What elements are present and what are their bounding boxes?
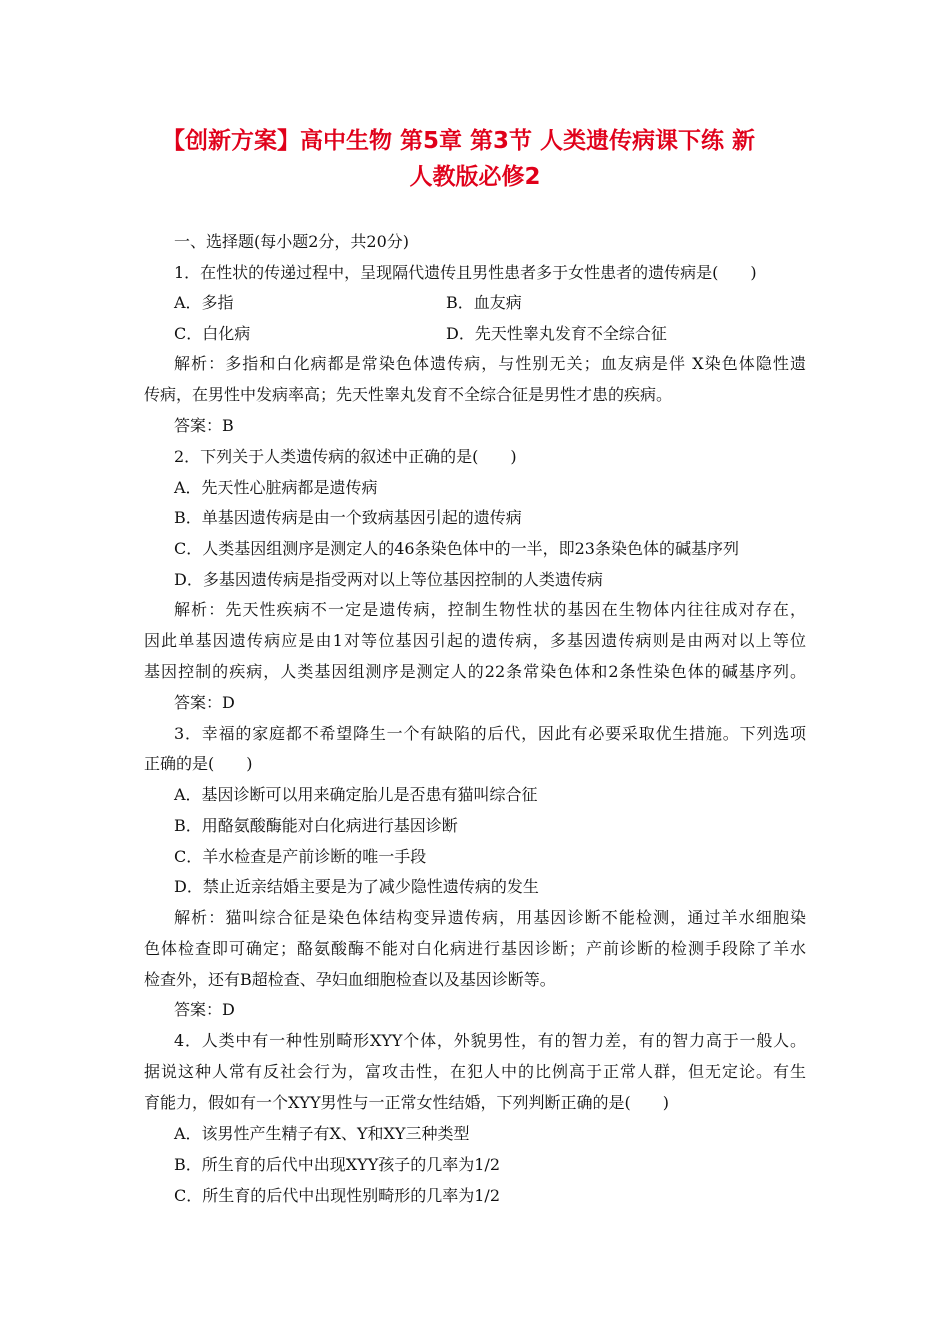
q1-stem: 1．在性状的传递过程中，呈现隔代遗传且男性患者多于女性患者的遗传病是( ) (174, 263, 757, 282)
q1-explanation-line-2: 传病，在男性中发病率高；先天性睾丸发育不全综合征是男性才患的疾病。 (144, 385, 673, 404)
q2-option-d: D．多基因遗传病是指受两对以上等位基因控制的人类遗传病 (174, 570, 603, 589)
q3-stem-line-2: 正确的是( ) (144, 754, 253, 773)
q4-stem-line-1: 4．人类中有一种性别畸形XYY个体，外貌男性，有的智力差，有的智力高于一般人。 (174, 1031, 806, 1050)
q1-option-a: A．多指 (174, 293, 234, 312)
q2-stem: 2．下列关于人类遗传病的叙述中正确的是( ) (174, 447, 517, 466)
doc-title-line-1: 【创新方案】高中生物 第5章 第3节 人类遗传病课下练 新 (162, 128, 756, 154)
q3-option-d: D．禁止近亲结婚主要是为了减少隐性遗传病的发生 (174, 877, 539, 896)
q1-option-c: C．白化病 (174, 324, 251, 343)
doc-title-line-2: 人教版必修2 (409, 164, 541, 190)
q2-option-b: B．单基因遗传病是由一个致病基因引起的遗传病 (174, 508, 522, 527)
q3-option-b: B．用酪氨酸酶能对白化病进行基因诊断 (174, 816, 458, 835)
q3-stem-line-1: 3．幸福的家庭都不希望降生一个有缺陷的后代，因此有必要采取优生措施。下列选项 (174, 724, 806, 743)
q4-option-c: C．所生育的后代中出现性别畸形的几率为1/2 (174, 1186, 500, 1205)
q2-explanation-line-1: 解析：先天性疾病不一定是遗传病，控制生物性状的基因在生物体内往往成对存在， (174, 600, 806, 619)
q3-answer: 答案：D (174, 1000, 235, 1019)
q3-explanation-line-1: 解析：猫叫综合征是染色体结构变异遗传病，用基因诊断不能检测，通过羊水细胞染 (174, 908, 806, 927)
q3-option-a: A．基因诊断可以用来确定胎儿是否患有猫叫综合征 (174, 785, 538, 804)
q1-option-b: B．血友病 (446, 293, 522, 312)
q3-explanation-line-3: 检查外，还有B超检查、孕妇血细胞检查以及基因诊断等。 (144, 970, 556, 989)
q2-option-a: A．先天性心脏病都是遗传病 (174, 478, 378, 497)
q1-answer: 答案：B (174, 416, 234, 435)
q2-option-c: C．人类基因组测序是测定人的46条染色体中的一半，即23条染色体的碱基序列 (174, 539, 739, 558)
q3-option-c: C．羊水检查是产前诊断的唯一手段 (174, 847, 427, 866)
q2-answer: 答案：D (174, 693, 235, 712)
q4-stem-line-3: 育能力，假如有一个XYY男性与一正常女性结婚，下列判断正确的是( ) (144, 1093, 670, 1112)
q4-option-b: B．所生育的后代中出现XYY孩子的几率为1/2 (174, 1155, 501, 1174)
q4-stem-line-2: 据说这种人常有反社会行为，富攻击性，在犯人中的比例高于正常人群，但无定论。有生 (144, 1062, 806, 1081)
section-heading: 一、选择题(每小题2分，共20分) (174, 232, 410, 251)
q4-option-a: A．该男性产生精子有X、Y和XY三种类型 (174, 1124, 470, 1143)
q3-explanation-line-2: 色体检查即可确定；酪氨酸酶不能对白化病进行基因诊断；产前诊断的检测手段除了羊水 (144, 939, 806, 958)
q2-explanation-line-2: 因此单基因遗传病应是由1对等位基因引起的遗传病，多基因遗传病则是由两对以上等位 (144, 631, 806, 650)
q2-explanation-line-3: 基因控制的疾病，人类基因组测序是测定人的22条常染色体和2条性染色体的碱基序列。 (144, 662, 806, 681)
q1-explanation-line-1: 解析：多指和白化病都是常染色体遗传病，与性别无关；血友病是伴 X染色体隐性遗 (174, 354, 806, 373)
q1-option-d: D．先天性睾丸发育不全综合征 (446, 324, 667, 343)
